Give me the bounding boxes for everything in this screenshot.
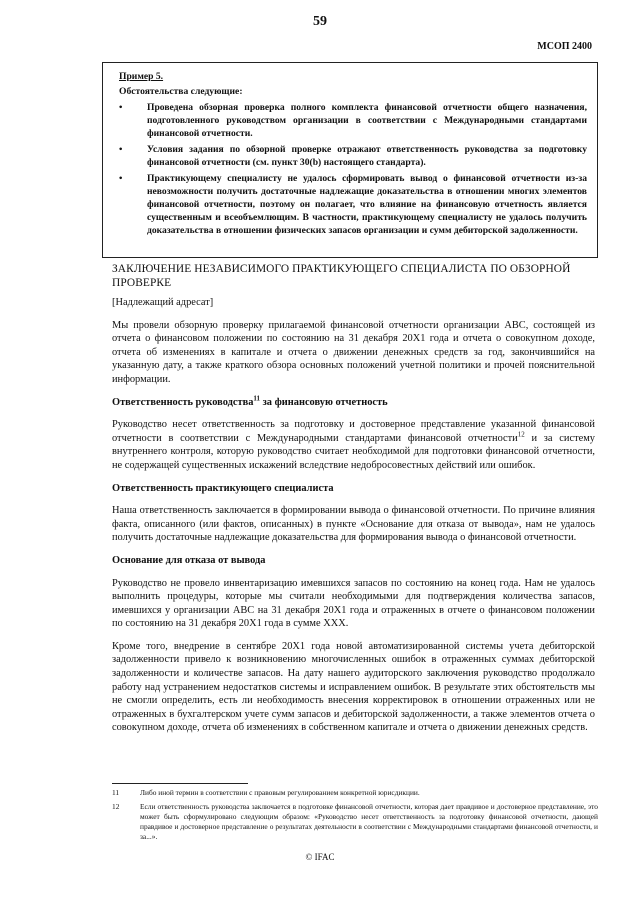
circumstances-label: Обстоятельства следующие: (119, 86, 243, 97)
example-bullet: • Условия задания по обзорной проверке отражают ответственность руководства за подготовку финансовой отчетности (см. пункт 30(b) настоящего стандарта). (119, 144, 587, 168)
report-body (112, 262, 595, 744)
basis-heading: Основание для отказа от вывода (112, 554, 266, 566)
footnote-ref: 11 (253, 394, 261, 403)
practitioner-paragraph: Наша ответственность заключается в формировании вывода о финансовой отчетности. По причине влияния факта, описанного (или фактов, описанных) в пункте «Основание для отказа от вывода», нам не удалось получить достаточные надлежащие доказательства для формирования вывода о финансовой отчетности. (112, 505, 595, 544)
management-heading: Ответственность руководства$^{11}$ за финансовую отчетность (112, 394, 388, 408)
bullet-icon: • (119, 102, 123, 113)
basis-paragraph-1: Руководство не провело инвентаризацию имевшихся запасов по состоянию на конец года. Нам не удалось выполнить процедуры, которые мы считали необходимыми для подтверждения количества запасов, имевшихся у организации ABC на 31 декабря 20X1 года и отраженных в отчете о финансовом положении по состоянию на 31 декабря 20X1 года в сумме XXX. (112, 577, 595, 630)
footnote-ref: 12 (517, 430, 525, 439)
footnote: 11 Либо иной термин в соответствии с правовым регулированием конкретной юрисдикции. (112, 788, 420, 797)
bullet-icon: • (119, 144, 123, 155)
example-bullet: • Проведена обзорная проверка полного комплекта финансовой отчетности общего назначения, подготовленного руководством организации в соответствии с Международными стандартами финансовой отчетности. (119, 102, 587, 139)
example-bullet: • Практикующему специалисту не удалось сформировать вывод о финансовой отчетности из-за невозможности получить достаточные надлежащие доказательства в отношении многих элементов финансовой отчетности, поэтому он полагает, что влияние на финансовую отчетность является существенным и всеобъемлющим. В частности, практикующему специалисту не удалось получить доказательства в отношении физических запасов организации и сумм дебиторской задолженности. (119, 173, 587, 236)
example-title: Пример 5. (119, 71, 164, 82)
footnote: 12 Если ответственность руководства заключается в подготовке финансовой отчетности, которая дает правдивое и достоверное представление, это может быть сформулировано следующим образом: «Руководство несет ответственность за подготовку финансовой отчетности, дающей правдивое и достоверное представление о результатах деятельности в соответствии с Международными стандартами финансовой отчетности, и за...». (112, 802, 598, 841)
page-number: 59 (313, 14, 327, 29)
footnote-divider (112, 783, 248, 784)
intro-paragraph: Мы провели обзорную проверку прилагаемой финансовой отчетности организации ABC, состоящей из отчета о финансовом положении по состоянию на 31 декабря 20X1 года и отчета о совокупном доходе, отчета об изменениях в капитале и отчета о движении денежных средств за год, закончившийся на указанную дату, а также краткого обзора основных положений учетной политики и прочей пояснительной информации. (112, 319, 595, 385)
example-bullet-list (119, 101, 587, 237)
addressee: [Надлежащий адресат] (112, 297, 214, 308)
basis-paragraph-2: Кроме того, внедрение в сентябре 20X1 года новой автоматизированной системы учета дебиторской задолженности привело к возникновению многочисленных ошибок в отраженных суммах дебиторской задолженности и количестве запасов. На дату нашего аудиторского заключения руководство продолжало работу над устранением недостатков системы и исправлением ошибок. В результате этих обстоятельств мы не смогли определить, есть ли необходимость внесения корректировок в отношении отраженных или не отраженных в бухгалтерском учете сумм запасов и дебиторской задолженности, а также элементов отчета о совокупном доходе, отчета об изменениях в собственном капитале и отчета о движении денежных средств. (112, 640, 595, 734)
report-title: ЗАКЛЮЧЕНИЕ НЕЗАВИСИМОГО ПРАКТИКУЮЩЕГО СПЕЦИАЛИСТА ПО ОБЗОРНОЙ ПРОВЕРКЕ (112, 263, 571, 289)
management-paragraph: Руководство несет ответственность за подготовку и достоверное представление указанной финансовой отчетности в соответствии с Международными стандартами финансовой отчетности$^{12}$ и за систему внутреннего контроля, которую руководство считает необходимой для подготовки финансовой отчетности, не содержащей существенных искажений вследствие недобросовестных действий или ошибок. (112, 419, 595, 471)
standard-code: МСОП 2400 (537, 41, 592, 52)
bullet-icon: • (119, 173, 123, 184)
example-box (102, 62, 598, 258)
copyright: © IFAC (305, 852, 335, 862)
footnotes (112, 788, 598, 846)
practitioner-heading: Ответственность практикующего специалиста (112, 482, 334, 494)
